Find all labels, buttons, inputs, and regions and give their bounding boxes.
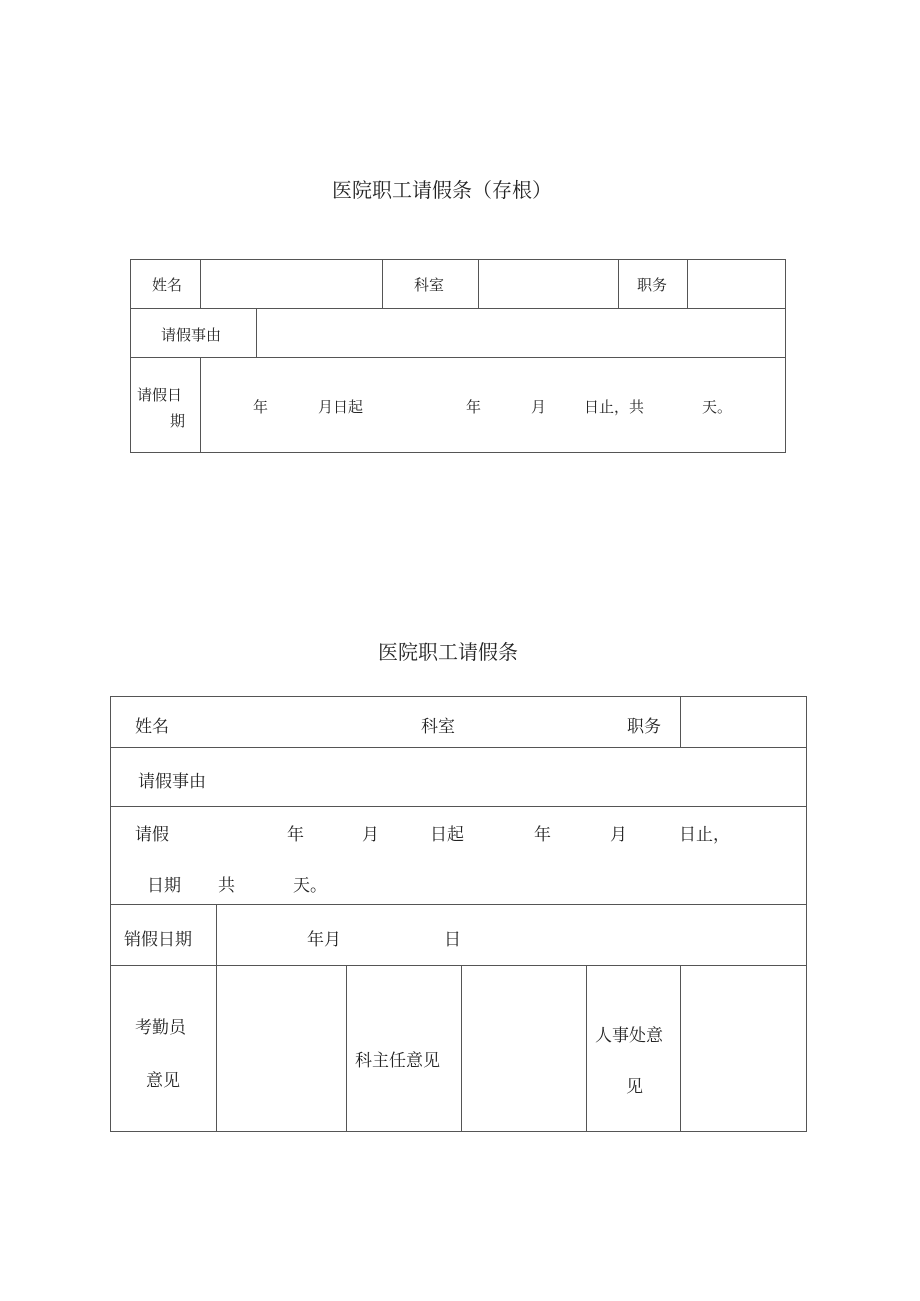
slip-attendance-label-1: 考勤员 [135, 1018, 186, 1038]
stub-date-day-end: 日止，共 [584, 398, 645, 416]
stub-position-label: 职务 [637, 276, 668, 294]
stub-name-label: 姓名 [152, 276, 183, 294]
slip-attendance-field[interactable] [218, 967, 345, 1130]
slip-dept-label: 科室 [421, 717, 455, 737]
stub-date-month-end: 月 [531, 398, 547, 416]
stub-date-month-start: 月日起 [318, 398, 364, 416]
stub-date-year-start: 年 [253, 398, 269, 416]
slip-director-label: 科主任意见 [355, 1051, 440, 1071]
slip-total-label: 共 [218, 876, 235, 896]
slip-date-label-2: 日期 [147, 876, 181, 896]
slip-date-day-start: 日起 [430, 825, 464, 845]
stub-title: 医院职工请假条（存根） [332, 178, 552, 202]
stub-date-label-1: 请假日 [137, 386, 183, 404]
slip-date-year-start: 年 [287, 825, 304, 845]
slip-hr-label-1: 人事处意 [595, 1026, 663, 1046]
slip-cancel-day: 日 [444, 930, 461, 950]
slip-date-year-end: 年 [534, 825, 551, 845]
slip-date-day-end: 日止， [679, 825, 730, 845]
stub-position-field[interactable] [689, 261, 784, 307]
stub-reason-field[interactable] [258, 310, 784, 356]
slip-attendance-label-2: 意见 [146, 1071, 180, 1091]
stub-date-days: 天。 [702, 398, 733, 416]
slip-hr-label-2: 见 [626, 1077, 643, 1097]
slip-reason-label: 请假事由 [138, 772, 206, 792]
slip-date-month-end: 月 [610, 825, 627, 845]
slip-title: 医院职工请假条 [378, 640, 518, 664]
slip-cancel-year-month: 年月 [307, 930, 341, 950]
slip-cancel-label: 销假日期 [124, 930, 192, 950]
stub-reason-label: 请假事由 [161, 326, 222, 344]
stub-dept-label: 科室 [414, 276, 445, 294]
slip-director-field[interactable] [463, 967, 585, 1130]
stub-date-label-2: 期 [170, 412, 186, 430]
slip-hr-field[interactable] [682, 967, 805, 1130]
slip-name-label: 姓名 [135, 717, 169, 737]
stub-name-field[interactable] [202, 261, 381, 307]
stub-date-year-end: 年 [466, 398, 482, 416]
slip-position-field[interactable] [682, 698, 805, 746]
slip-position-label: 职务 [627, 717, 661, 737]
slip-reason-field[interactable] [230, 749, 805, 805]
slip-days-label: 天。 [293, 876, 327, 896]
stub-dept-field[interactable] [480, 261, 617, 307]
slip-date-month-start: 月 [362, 825, 379, 845]
slip-date-label-1: 请假 [135, 825, 169, 845]
